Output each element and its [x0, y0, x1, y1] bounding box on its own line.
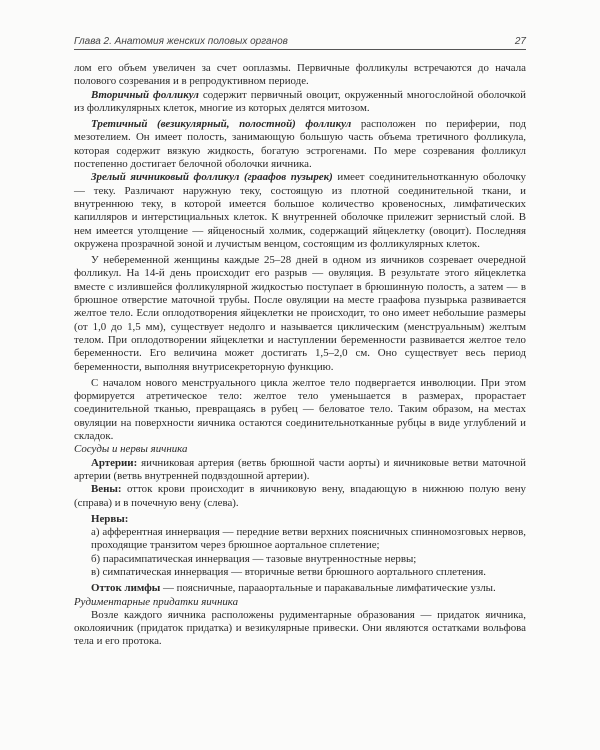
term: Зрелый яичниковый фолликул (граафов пузырек) — [91, 171, 333, 184]
page-body — [74, 62, 526, 649]
list-item: в) симпатическая иннервация — вторичные ветви брюшного аортального сплетения. — [91, 565, 486, 578]
section-heading-appendages: Рудиментарные придатки яичника — [74, 595, 239, 608]
paragraph-secondary-follicle: Вторичный фолликул содержит первичный овоцит, окруженный многослойной оболочкой из фолликулярных клеток, многие из которых делятся митозом. — [74, 88, 527, 114]
label: Вены: — [91, 483, 122, 496]
paragraph-nerves — [74, 513, 526, 526]
label: Отток лимфы — [91, 582, 161, 595]
page-header — [74, 36, 526, 50]
paragraph-involution: С началом нового менструального цикла желтое тело подвергается инволюции. При этом формируется атретическое тело: желтое тело уменьшается в размерах, прорастает соединительной тканью, превращаясь в рубец — беловатое тело. Таким образом, на местах овуляции на поверхности яичника остаются соединительнотканные рубцы в виде углублений и складок. — [74, 376, 526, 443]
list-item: а) афферентная иннервация — передние ветви верхних поясничных спинномозговых нервов, проходящие транзитом через брюшное аортальное сплетение; — [91, 526, 526, 552]
section-heading-vessels: Сосуды и нервы яичника — [74, 443, 188, 456]
term: Третичный (везикулярный, полостной) фолликул — [91, 118, 352, 131]
term: Вторичный фолликул — [91, 88, 199, 101]
paragraph-arteries: Артерии: яичниковая артерия (ветвь брюшной части аорты) и яичниковые ветви маточной артерии (ветвь внутренней подвздошной артерии). — [74, 456, 526, 482]
paragraph-veins: Вены: отток крови происходит в яичниковую вену, впадающую в нижнюю полую вену (справа) и в почечную вену (слева). — [74, 483, 526, 509]
chapter-title: Глава 2. Анатомия женских половых органов — [74, 36, 288, 47]
paragraph-ovulation: У небеременной женщины каждые 25–28 дней в одном из яичников созревает очередной фолликул. На 14-й день происходит его разрыв — овуляция. В результате этого яйцеклетка вместе с излившейся фолликулярной жидкостью поступает в брюшинную полость, а затем — в брюшное отверстие маточной трубы. После овуляции на месте граафова пузырька развивается желтое тело. Если оплодотворения яйцеклетки не происходит, то оно имеет небольшие размеры (от 1,0 до 1,5 мм), существует недолго и называется циклическим (менструальным) желтым телом. При оплодотворении яйцеклетки и наступлении беременности развивается желтое тело беременности. Его величина может достигать 1,5–2,0 см. Оно существует весь период беременности, выполняя внутрисекреторную функцию. — [74, 254, 526, 373]
paragraph-lymph: Отток лимфы — поясничные, парааортальные и паракавальные лимфатические узлы. — [91, 582, 496, 595]
list-item: б) парасимпатическая иннервация — тазовые внутренностные нервы; — [91, 552, 417, 565]
paragraph-appendages: Возле каждого яичника расположены рудиментарные образования — придаток яичника, околояичник (придаток придатка) и везикулярные привески. Они являются остатками вольфова тела и его протока. — [74, 608, 526, 648]
paragraph: лом его объем увеличен за счет ооплазмы. Первичные фолликулы встречаются до начала полового созревания и в репродуктивном периоде. — [74, 62, 526, 88]
label: Артерии: — [91, 456, 138, 469]
paragraph-tertiary-follicle: Третичный (везикулярный, полостной) фолликул расположен по периферии, под мезотелием. Он имеет полость, занимающую большую часть объема третичного фолликула, которая содержит вязкую жидкость, богатую эстрогенами. По мере созревания фолликул постепенно достигает белочной оболочки яичника. — [74, 118, 526, 171]
label: Нервы: — [91, 512, 129, 525]
page-number: 27 — [514, 36, 526, 47]
paragraph-mature-follicle: Зрелый яичниковый фолликул (граафов пузырек) имеет соединительнотканную оболочку — теку. Различают наружную теку, состоящую из плотной соединительной ткани, и внутреннюю теку, в которой имеется большое количество кровеносных, лимфатических капилляров и интерстициальных клеток. К внутренней оболочке прилежит зернистый слой. В нем имеется утолщение — яйценосный холмик, содержащий яйцеклетку (овоцит). Последняя окружена прозрачной зоной и лучистым венцом, состоящим из фолликулярных клеток. — [74, 171, 526, 250]
